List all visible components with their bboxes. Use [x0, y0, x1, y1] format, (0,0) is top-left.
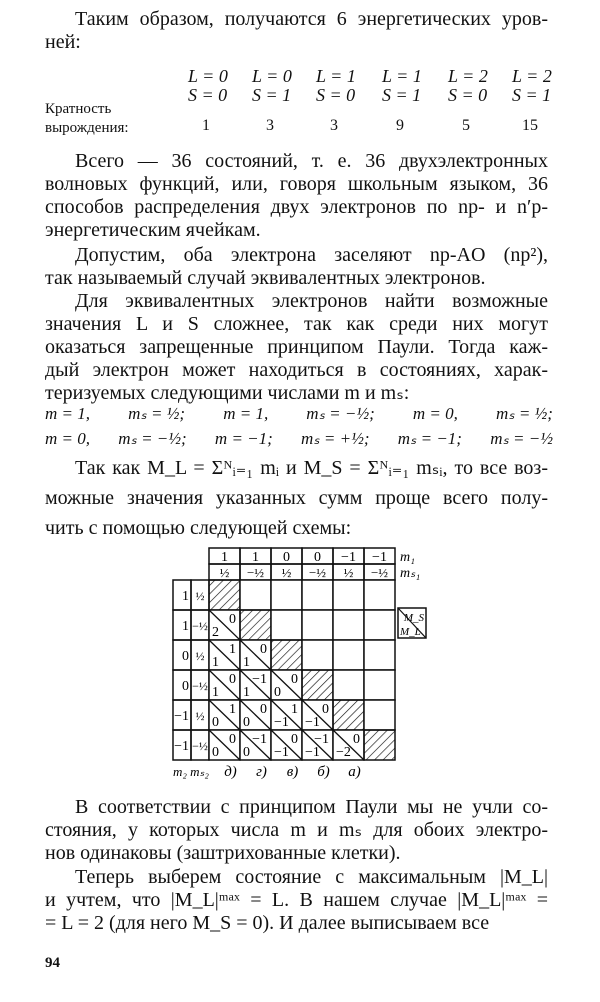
degeneracy-value: 1 — [202, 117, 210, 134]
cell — [271, 610, 302, 640]
column-ml: 1 — [221, 550, 228, 565]
cell-ms: 0 — [260, 702, 267, 717]
degeneracy-value: 3 — [330, 117, 338, 134]
state-value: m = −1; — [214, 429, 273, 448]
column-ml: −1 — [341, 550, 356, 565]
cell-ms: 0 — [229, 672, 236, 687]
text-line: можные значения указанных сумм проще всего полу- — [45, 487, 548, 509]
degeneracy-label: Кратность — [45, 101, 112, 117]
hatched-cell — [364, 730, 395, 760]
page-number: 94 — [45, 955, 60, 971]
cell — [333, 670, 364, 700]
text-line: способов распределения двух электронов по np- и n′p- — [45, 196, 548, 218]
cell — [364, 700, 395, 730]
level-S: S = 0 — [448, 85, 488, 105]
text-line: = L = 2 (для него M_S = 0). И далее выписываем все — [45, 912, 490, 934]
cell-ml: 0 — [274, 685, 281, 700]
column-ms: −½ — [370, 565, 389, 580]
column-group-label: а) — [348, 764, 361, 780]
cell-ms: 0 — [229, 612, 236, 627]
cell-ml: 1 — [212, 655, 219, 670]
cell-ms: 0 — [353, 732, 360, 747]
state-value: mₛ = −1; — [397, 429, 462, 448]
cell — [364, 580, 395, 610]
row-m: 1 — [182, 619, 189, 634]
cell-ml: 1 — [243, 685, 250, 700]
level-S: S = 1 — [382, 85, 422, 105]
cell-ms: 1 — [229, 642, 236, 657]
cell-ms: 0 — [291, 672, 298, 687]
state-value: mₛ = −½ — [490, 429, 553, 448]
cell-ml: −1 — [305, 715, 320, 730]
cell-ml: 1 — [212, 685, 219, 700]
cell-ml: 0 — [243, 715, 250, 730]
degeneracy-label: вырождения: — [45, 120, 129, 136]
cell-ml: −1 — [274, 715, 289, 730]
column-ml: 0 — [314, 550, 321, 565]
level-L: L = 0 — [252, 66, 292, 86]
column-group-label: г) — [256, 764, 267, 780]
column-ml: 1 — [252, 550, 259, 565]
level-S: S = 1 — [252, 85, 292, 105]
level-S: S = 0 — [188, 85, 228, 105]
state-value: mₛ = −½; — [118, 429, 187, 448]
text-line: энергетическим ячейкам. — [45, 219, 261, 241]
text-line: стояния, у которых числа m и mₛ для обоих электро- — [45, 819, 548, 841]
row-ms: ½ — [195, 589, 205, 603]
text-line: дый электрон может находиться в состояниях, харак- — [45, 359, 548, 381]
row-m: 0 — [182, 679, 189, 694]
cell-ms: 0 — [291, 732, 298, 747]
column-ml: 0 — [283, 550, 290, 565]
row-ms: ½ — [195, 649, 205, 663]
row-m: 1 — [182, 589, 189, 604]
state-value: mₛ = −½; — [306, 404, 375, 423]
state-value: mₛ = ½; — [495, 404, 553, 423]
column-group-label: б) — [317, 764, 330, 780]
state-value: mₛ = +½; — [301, 429, 370, 448]
cell — [333, 610, 364, 640]
cell-ms: −1 — [252, 732, 267, 747]
cell-ml: −1 — [274, 745, 289, 760]
text-line: В соответствии с принципом Паули мы не учли со- — [75, 796, 548, 818]
hatched-cell — [209, 580, 240, 610]
cell — [364, 610, 395, 640]
row-label: m₂ mₛ₂ — [173, 764, 209, 779]
pauli-scheme — [0, 540, 600, 800]
text-line: Допустим, оба электрона заселяют np-AO (np²), — [75, 244, 548, 266]
cell — [364, 640, 395, 670]
text-line: нов одинаковы (заштрихованные клетки). — [45, 842, 401, 864]
text-line: Теперь выберем состояние с максимальным |M_L| — [75, 866, 548, 888]
text-line: теризуемых следующими числами m и mₛ: — [45, 382, 410, 404]
cell-ms: −1 — [314, 732, 329, 747]
cell — [240, 580, 271, 610]
cell-ml: 2 — [212, 625, 219, 640]
level-L: L = 1 — [382, 66, 422, 86]
legend-ml: M_L — [400, 626, 421, 638]
cell-ms: −1 — [252, 672, 267, 687]
hatched-cell — [240, 610, 271, 640]
hatched-cell — [302, 670, 333, 700]
cell-ms: 1 — [229, 702, 236, 717]
cell-ms: 0 — [229, 732, 236, 747]
text-line: Для эквивалентных электронов найти возможные — [75, 290, 548, 312]
state-value: m = 0, — [412, 404, 458, 423]
column-ms: −½ — [308, 565, 327, 580]
column-label-ms: mₛ₁ — [400, 566, 421, 581]
text-line: и учтем, что |M_L|ᵐᵃˣ = L. В нашем случае |M_L|ᵐᵃˣ = — [45, 889, 548, 911]
column-ms: ½ — [219, 565, 230, 580]
text-line: так называемый случай эквивалентных электронов. — [45, 267, 486, 289]
text-line: оказаться запрещенные принципом Паули. Тогда каж- — [45, 336, 548, 358]
cell-ms: 1 — [291, 702, 298, 717]
level-L: L = 1 — [316, 66, 356, 86]
cell-ml: −2 — [336, 745, 351, 760]
cell — [364, 670, 395, 700]
cell-ml: 0 — [212, 715, 219, 730]
state-value: m = 1, — [223, 404, 269, 423]
cell — [302, 640, 333, 670]
cell — [302, 610, 333, 640]
degeneracy-value: 9 — [396, 117, 404, 134]
row-ms: −½ — [192, 619, 208, 633]
column-group-label: д) — [224, 764, 237, 780]
text-line: ней: — [45, 31, 81, 53]
text-line: Таким образом, получаются 6 энергетических уров- — [75, 8, 548, 30]
column-group-label: в) — [286, 764, 299, 780]
states-line — [45, 404, 553, 424]
hatched-cell — [333, 700, 364, 730]
states-line — [45, 429, 553, 449]
text-line: Всего — 36 состояний, т. е. 36 двухэлектронных — [75, 150, 548, 172]
row-m: −1 — [174, 739, 189, 754]
level-L: L = 2 — [512, 66, 552, 86]
text-line: Так как M_L = Σᴺᵢ₌₁ mᵢ и M_S = Σᴺᵢ₌₁ mₛᵢ, то все воз- — [75, 457, 548, 479]
text-line: волновых функций, или, говоря школьным языком, 36 — [45, 173, 548, 195]
row-ms: ½ — [195, 709, 205, 723]
cell-ml: 0 — [243, 745, 250, 760]
column-ms: ½ — [343, 565, 354, 580]
level-S: S = 0 — [316, 85, 356, 105]
level-L: L = 2 — [448, 66, 488, 86]
column-ml: −1 — [372, 550, 387, 565]
level-L: L = 0 — [188, 66, 228, 86]
degeneracy-value: 5 — [462, 117, 470, 134]
text-line: чить с помощью следующей схемы: — [45, 517, 352, 539]
cell-ml: −1 — [305, 745, 320, 760]
state-value: m = 0, — [45, 429, 90, 448]
row-ms: −½ — [192, 739, 208, 753]
row-m: 0 — [182, 649, 189, 664]
text-line: значения L и S сложнее, так как среди них могут — [45, 313, 548, 335]
cell — [333, 580, 364, 610]
cell-ml: 0 — [212, 745, 219, 760]
hatched-cell — [271, 640, 302, 670]
state-value: mₛ = ½; — [128, 404, 186, 423]
column-ms: −½ — [246, 565, 265, 580]
level-S: S = 1 — [512, 85, 552, 105]
degeneracy-value: 3 — [266, 117, 274, 134]
cell-ml: 1 — [243, 655, 250, 670]
column-label-ml: m₁ — [400, 550, 415, 565]
row-ms: −½ — [192, 679, 208, 693]
legend-ms: M_S — [403, 612, 424, 624]
cell — [333, 640, 364, 670]
degeneracy-value: 15 — [522, 117, 538, 134]
cell — [271, 580, 302, 610]
row-m: −1 — [174, 709, 189, 724]
state-value: m = 1, — [45, 404, 90, 423]
cell — [302, 580, 333, 610]
cell-ms: 0 — [322, 702, 329, 717]
cell-ms: 0 — [260, 642, 267, 657]
column-ms: ½ — [281, 565, 292, 580]
